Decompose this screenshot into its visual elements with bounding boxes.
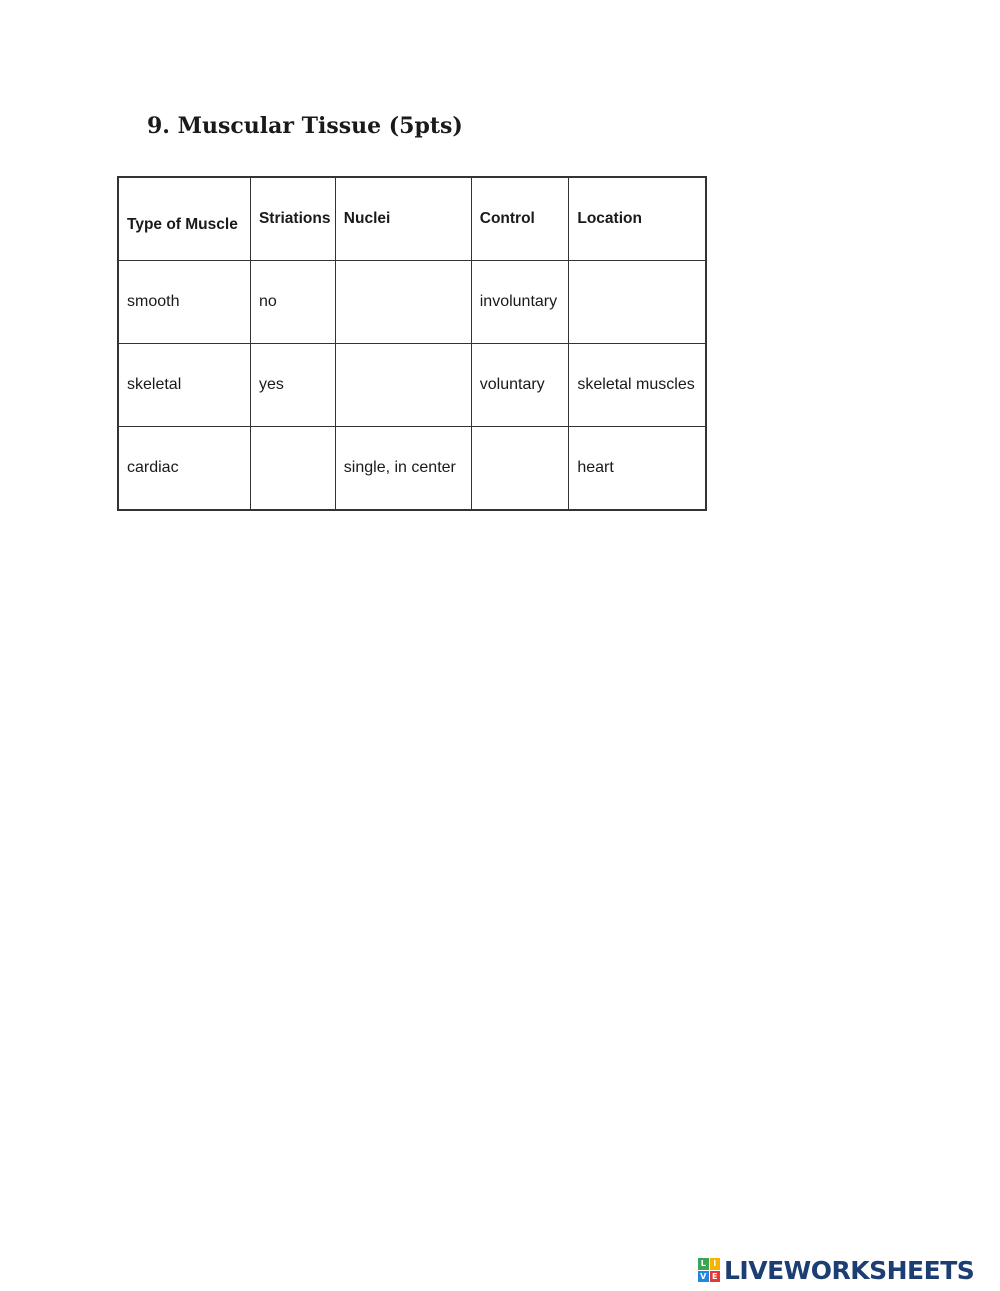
logo-mark-letter: I — [710, 1258, 721, 1270]
cell-nuclei[interactable] — [335, 344, 471, 427]
header-nuclei: Nuclei — [335, 177, 471, 261]
cell-control[interactable] — [471, 427, 569, 511]
header-control: Control — [471, 177, 569, 261]
logo-mark-letter: E — [710, 1271, 721, 1283]
logo-mark-letter: V — [698, 1271, 709, 1283]
cell-control[interactable]: involuntary — [471, 261, 569, 344]
cell-nuclei[interactable] — [335, 261, 471, 344]
cell-location[interactable] — [569, 261, 706, 344]
table-row — [118, 344, 706, 427]
liveworksheets-logo-icon — [698, 1258, 720, 1282]
cell-striations[interactable] — [250, 427, 335, 511]
cell-location[interactable]: heart — [569, 427, 706, 511]
header-location: Location — [569, 177, 706, 261]
page-title: 9. Muscular Tissue (5pts) — [147, 113, 463, 139]
logo-mark-letter: L — [698, 1258, 709, 1270]
cell-location[interactable]: skeletal muscles — [569, 344, 706, 427]
cell-nuclei[interactable]: single, in center — [335, 427, 471, 511]
table-row — [118, 261, 706, 344]
table-row — [118, 427, 706, 511]
cell-type: cardiac — [118, 427, 250, 511]
cell-striations[interactable]: no — [250, 261, 335, 344]
header-striations: Striations — [250, 177, 335, 261]
liveworksheets-logo-text: LIVEWORKSHEETS — [724, 1255, 975, 1285]
cell-striations[interactable]: yes — [250, 344, 335, 427]
table-header-row — [118, 177, 706, 261]
cell-control[interactable]: voluntary — [471, 344, 569, 427]
header-type-of-muscle: Type of Muscle — [118, 177, 250, 261]
liveworksheets-logo — [698, 1256, 974, 1284]
cell-type: smooth — [118, 261, 250, 344]
muscular-tissue-table — [117, 176, 707, 511]
cell-type: skeletal — [118, 344, 250, 427]
